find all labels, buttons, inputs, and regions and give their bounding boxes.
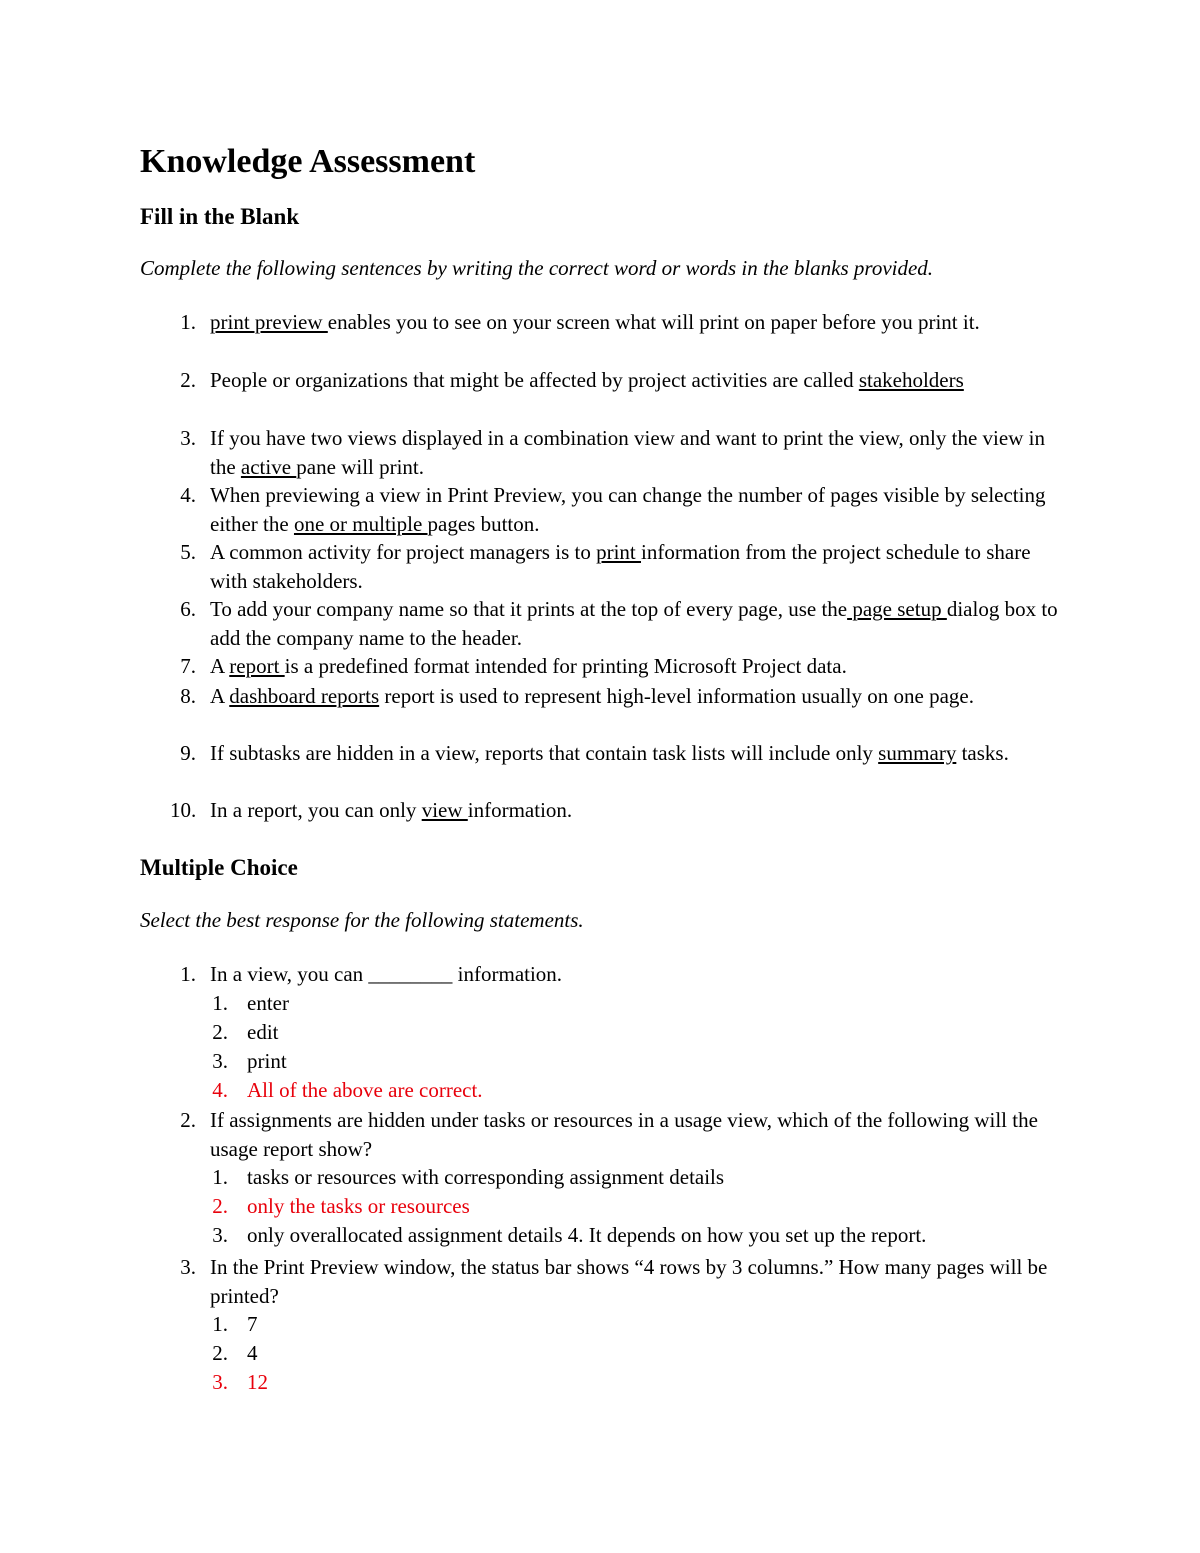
mc-q1-option-1: 1. enter <box>212 991 289 1015</box>
fill-answer-2: stakeholders <box>858 368 964 392</box>
multiple-choice-instructions: Select the best response for the following statements. <box>140 908 584 932</box>
fill-item-1: 1. print preview enables you to see on your screen what will print on paper before you print it. <box>180 310 980 334</box>
fill-answer-1: print preview <box>210 310 328 334</box>
fill-in-blank-instructions: Complete the following sentences by writing the correct word or words in the blanks provided. <box>140 256 934 280</box>
fill-item-8: 8. A dashboard reports report is used to represent high-level information usually on one page. <box>180 684 974 708</box>
fill-item-10: 10. In a report, you can only view information. <box>170 798 573 822</box>
fill-item-7: 7. A report is a predefined format intended for printing Microsoft Project data. <box>180 654 847 678</box>
fill-answer-9: summary <box>878 741 957 765</box>
fill-item-6: 6. To add your company name so that it prints at the top of every page, use the page setup dialog box to add the company name to the header. <box>180 597 1058 650</box>
mc-question-2: 2. If assignments are hidden under tasks or resources in a usage view, which of the following will the usage report show? <box>180 1108 1038 1161</box>
fill-item-4: 4. When previewing a view in Print Preview, you can change the number of pages visible by selecting either the one or multiple pages button. <box>180 483 1046 536</box>
multiple-choice-heading: Multiple Choice <box>140 855 298 880</box>
mc-q2-option-3: 3. only overallocated assignment details 4. It depends on how you set up the report. <box>212 1223 927 1247</box>
mc-q1-option-2: 2. edit <box>212 1020 279 1044</box>
mc-question-3: 3. In the Print Preview window, the status bar shows “4 rows by 3 columns.” How many pages will be printed? <box>180 1255 1048 1308</box>
fill-item-3: 3. If you have two views displayed in a combination view and want to print the view, only the view in the active pane will print. <box>180 426 1045 479</box>
page-title: Knowledge Assessment <box>140 143 476 180</box>
fill-answer-4: one or multiple <box>293 511 428 536</box>
fill-item-9: 9. If subtasks are hidden in a view, reports that contain task lists will include only summary tasks. <box>180 741 1009 765</box>
mc-q2-option-2-correct: 2. only the tasks or resources <box>212 1194 470 1218</box>
fill-answer-5: print <box>596 540 641 564</box>
mc-q3-option-2: 2. 4 <box>212 1341 258 1365</box>
fill-item-5: 5. A common activity for project managers is to print information from the project schedule to share with stakeholders. <box>180 540 1031 593</box>
fill-answer-8: dashboard reports <box>229 684 380 708</box>
mc-q1-option-4-correct: 4. All of the above are correct. <box>212 1078 483 1102</box>
mc-question-1: 1. In a view, you can ________ information. <box>180 962 563 986</box>
mc-q3-option-3-correct: 3. 12 <box>212 1370 268 1394</box>
fill-answer-6: page setup <box>847 597 947 621</box>
mc-q1-option-3: 3. print <box>212 1049 287 1073</box>
fill-answer-7: report <box>229 654 285 678</box>
fill-in-blank-heading: Fill in the Blank <box>140 204 300 229</box>
mc-q2-option-1: 1. tasks or resources with corresponding assignment details <box>212 1165 725 1189</box>
fill-answer-10: view <box>421 798 468 822</box>
mc-q3-option-1: 1. 7 <box>212 1312 258 1336</box>
fill-answer-3: active <box>240 454 297 479</box>
fill-item-2: 2. People or organizations that might be affected by project activities are called stakeholders <box>180 368 964 392</box>
